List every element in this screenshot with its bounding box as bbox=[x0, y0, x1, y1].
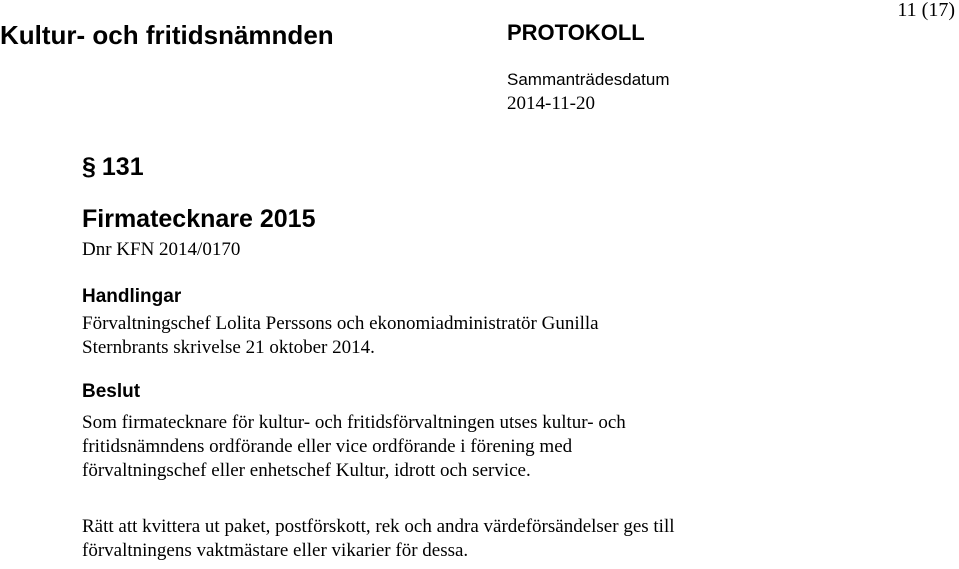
paragraph-line: Förvaltningschef Lolita Perssons och ekonomiadministratör Gunilla bbox=[82, 313, 599, 334]
organization-name: Kultur- och fritidsnämnden bbox=[0, 20, 334, 50]
paragraph-line: Rätt att kvittera ut paket, postförskott, rek och andra värdeförsändelser ges till bbox=[82, 516, 675, 537]
paragraph-line: Som firmatecknare för kultur- och fritidsförvaltningen utses kultur- och bbox=[82, 412, 626, 433]
meeting-date-value: 2014-11-20 bbox=[507, 93, 595, 114]
meeting-date-label: Sammanträdesdatum bbox=[507, 70, 670, 89]
beslut-heading: Beslut bbox=[82, 381, 141, 402]
section-sign: § bbox=[82, 153, 96, 181]
beslut-extra-paragraph bbox=[82, 515, 675, 563]
handlingar-heading: Handlingar bbox=[82, 286, 182, 307]
paragraph-line: förvaltningschef eller enhetschef Kultur, idrott och service. bbox=[82, 460, 531, 481]
section-heading bbox=[82, 153, 144, 182]
section-number: 131 bbox=[101, 153, 144, 181]
paragraph-line: Sternbrants skrivelse 21 oktober 2014. bbox=[82, 337, 375, 358]
page-title: Firmatecknare 2015 bbox=[82, 205, 316, 233]
diary-number: Dnr KFN 2014/0170 bbox=[82, 239, 241, 260]
beslut-paragraph bbox=[82, 411, 626, 483]
paragraph-line: fritidsnämndens ordförande eller vice ordförande i förening med bbox=[82, 436, 573, 457]
handlingar-paragraph bbox=[82, 312, 599, 360]
page-number: 11 (17) bbox=[897, 0, 955, 21]
paragraph-line: förvaltningens vaktmästare eller vikarier för dessa. bbox=[82, 540, 469, 561]
document-type: PROTOKOLL bbox=[507, 20, 645, 45]
